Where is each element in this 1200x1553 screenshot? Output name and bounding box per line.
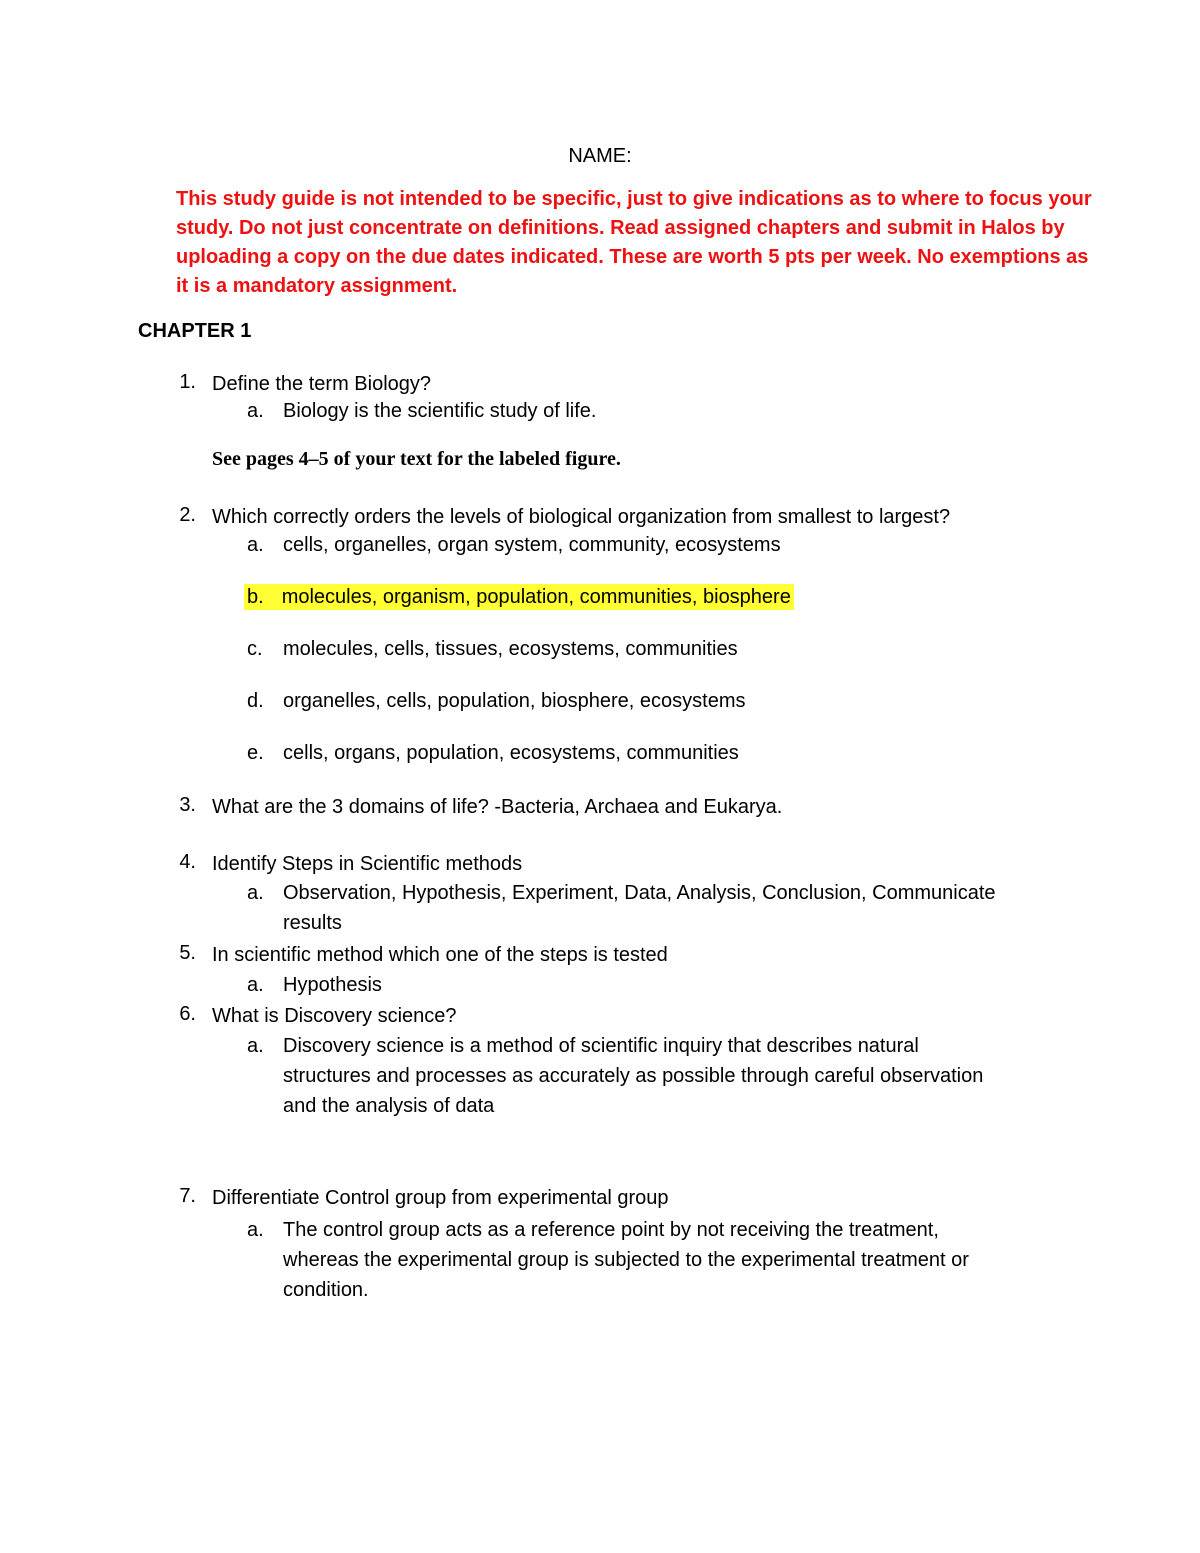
question-text: Differentiate Control group from experimental group <box>212 1187 669 1209</box>
option-letter: a. <box>247 534 264 556</box>
question-text: Identify Steps in Scientific methods <box>212 853 523 875</box>
note-line: This study guide is not intended to be specific, just to give indications as to where to focus your <box>176 188 1092 210</box>
answer-text: Discovery science is a method of scientific inquiry that describes natural <box>283 1035 919 1057</box>
question-number: 2. <box>179 504 196 526</box>
answer-text: condition. <box>283 1279 369 1301</box>
question-number: 6. <box>179 1003 196 1025</box>
option-text: cells, organs, population, ecosystems, communities <box>283 742 739 764</box>
question-text: Which correctly orders the levels of biological organization from smallest to largest? <box>212 506 951 528</box>
option-letter: e. <box>247 742 264 764</box>
question-number: 1. <box>179 371 196 393</box>
option-letter: b. <box>247 586 264 608</box>
name-label: NAME: <box>568 145 632 167</box>
note-line: it is a mandatory assignment. <box>176 275 458 297</box>
answer-letter: a. <box>247 400 264 422</box>
question-text: What are the 3 domains of life? -Bacteria, Archaea and Eukarya. <box>212 796 783 818</box>
answer-letter: a. <box>247 882 264 904</box>
answer-text: The control group acts as a reference point by not receiving the treatment, <box>283 1219 939 1241</box>
option-text: organelles, cells, population, biosphere, ecosystems <box>283 690 746 712</box>
answer-text: and the analysis of data <box>283 1095 495 1117</box>
instructions-note <box>176 185 1092 301</box>
option-letter: c. <box>247 638 263 660</box>
option-text: molecules, organism, population, communities, biosphere <box>281 586 791 608</box>
answer-text: results <box>283 912 342 934</box>
answer-text: Observation, Hypothesis, Experiment, Data, Analysis, Conclusion, Communicate <box>283 882 996 904</box>
question-text: Define the term Biology? <box>212 373 432 395</box>
answer-text: whereas the experimental group is subjected to the experimental treatment or <box>283 1249 969 1271</box>
note-line: uploading a copy on the due dates indicated. These are worth 5 pts per week. No exemptions as <box>176 246 1089 268</box>
figure-note: See pages 4–5 of your text for the labeled figure. <box>212 448 621 470</box>
answer-text: Biology is the scientific study of life. <box>283 400 597 422</box>
answer-letter: a. <box>247 1035 264 1057</box>
question-number: 7. <box>179 1185 196 1207</box>
option-text: molecules, cells, tissues, ecosystems, communities <box>283 638 738 660</box>
answer-text: Hypothesis <box>283 974 382 996</box>
question-number: 4. <box>179 851 196 873</box>
question-text: What is Discovery science? <box>212 1005 457 1027</box>
note-line: study. Do not just concentrate on definitions. Read assigned chapters and submit in Halos by <box>176 217 1065 239</box>
question-text: In scientific method which one of the steps is tested <box>212 944 668 966</box>
question-number: 5. <box>179 942 196 964</box>
answer-text: structures and processes as accurately as possible through careful observation <box>283 1065 984 1087</box>
option-letter: d. <box>247 690 264 712</box>
highlighted-option-b <box>244 584 794 610</box>
answer-letter: a. <box>247 974 264 996</box>
option-text: cells, organelles, organ system, community, ecosystems <box>283 534 781 556</box>
answer-letter: a. <box>247 1219 264 1241</box>
question-number: 3. <box>179 794 196 816</box>
chapter-title: CHAPTER 1 <box>138 320 252 342</box>
